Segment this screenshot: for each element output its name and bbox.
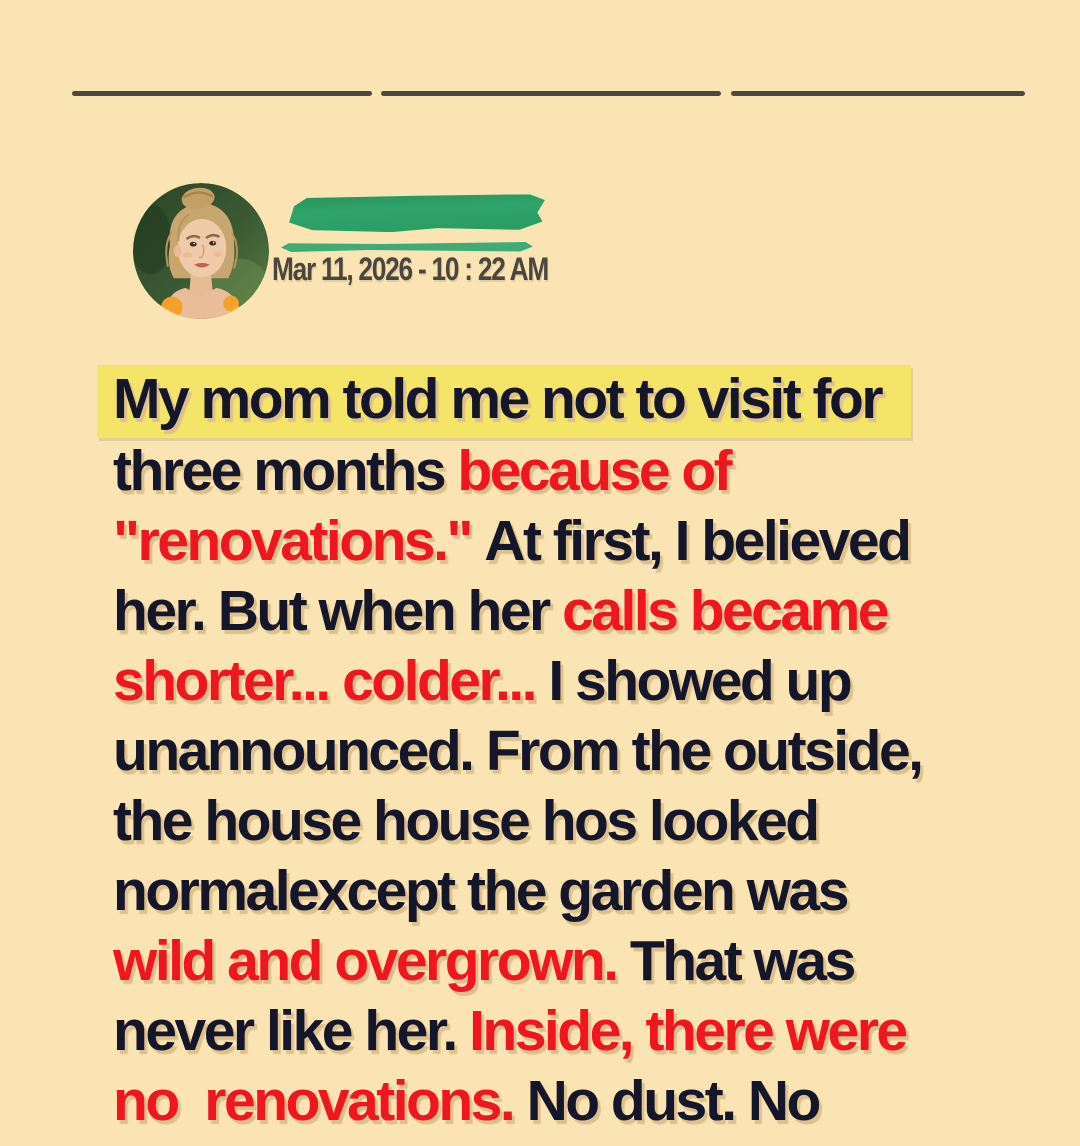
text-segment: That was	[629, 929, 854, 993]
text-line-10	[0, 996, 1080, 1066]
divider-line-2	[381, 91, 721, 96]
avatar-photo	[133, 183, 269, 319]
text-segment: Inside, there were	[469, 999, 906, 1063]
post-text	[0, 366, 1080, 1136]
divider-line-3	[731, 91, 1025, 96]
text-segment: no renovations.	[113, 1069, 527, 1133]
divider-line-1	[72, 91, 372, 96]
text-segment: wild and overgrown.	[113, 929, 630, 993]
text-segment: shorter... colder...	[113, 649, 549, 713]
text-line-9	[0, 926, 1080, 996]
text-line-6	[0, 716, 1080, 786]
text-segment: No dust. No	[526, 1069, 819, 1133]
text-line-8	[0, 856, 1080, 926]
avatar[interactable]	[133, 183, 269, 319]
text-segment: unannounced. From the outside,	[113, 719, 922, 783]
text-segment: At first, I believed	[484, 509, 910, 573]
text-line-5	[0, 646, 1080, 716]
text-line-7	[0, 786, 1080, 856]
text-line-2	[0, 436, 1080, 506]
text-segment: because of	[457, 439, 731, 503]
text-segment: I showed up	[548, 649, 851, 713]
text-segment: three months	[113, 439, 458, 503]
text-line-3	[0, 506, 1080, 576]
text-segment: never like her.	[113, 999, 470, 1063]
highlight-band	[97, 365, 911, 438]
post-timestamp: Mar 11, 2026 - 10 : 22 AM	[272, 251, 549, 287]
text-segment: calls became	[562, 579, 887, 643]
text-segment: normalexcept the garden was	[113, 859, 847, 923]
text-segment: "renovations."	[113, 509, 485, 573]
text-line-1	[0, 366, 1080, 436]
text-line-11	[0, 1066, 1080, 1136]
text-line-4	[0, 576, 1080, 646]
text-segment: the house house hos looked	[113, 789, 818, 853]
text-segment: her. But when her	[113, 579, 563, 643]
redacted-username-bar	[289, 194, 545, 233]
text-segment: My mom told me not to visit for	[113, 366, 882, 431]
